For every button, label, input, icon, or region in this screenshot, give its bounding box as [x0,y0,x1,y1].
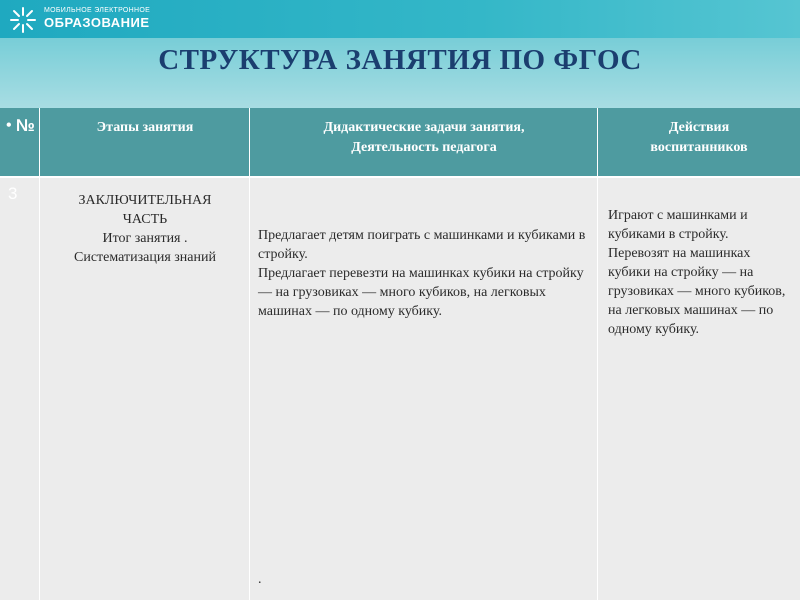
stage-line4: Систематизация знаний [74,250,216,265]
row-cell-actions [598,178,800,600]
column-divider [597,108,598,600]
header-number: № [16,116,35,135]
row-cell-tasks [250,178,598,600]
brand-logo-icon [8,5,38,35]
column-divider [39,108,40,600]
tasks-paragraph-2: Предлагает перевезти на машинках кубики на стройку — на грузовиках — много кубиков, на легковых машинах — по одному кубику. [258,266,584,319]
stage-line2: ЧАСТЬ [122,212,168,227]
header-cell-number [0,108,40,176]
stage-line1: ЗАКЛЮЧИТЕЛЬНАЯ [78,193,212,208]
column-divider [249,108,250,600]
actions-paragraph-1: Играют с машинками и кубиками в стройку. [608,208,748,242]
row-number: 3 [8,184,18,203]
row-cell-stage [40,178,250,600]
lesson-structure-table [0,108,800,600]
brand-text [44,7,150,31]
header-band [0,0,800,108]
actions-paragraph-2: Перевозят на машинках кубики на стройку — на грузовиках — много кубиков, на легковых машинах — по одному кубику. [608,246,786,337]
brand-bar [0,0,800,38]
header-stages: Этапы занятия [96,120,194,135]
header-cell-tasks [250,108,598,176]
brand-line1: МОБИЛЬНОЕ ЭЛЕКТРОННОЕ [44,7,151,14]
tasks-dot: . [258,572,262,587]
brand-line2: ОБРАЗОВАНИЕ [44,15,150,30]
header-cell-actions [598,108,800,176]
header-actions-line2: воспитанников [650,140,748,155]
page-title: СТРУКТУРА ЗАНЯТИЯ ПО ФГОС [158,44,642,76]
header-cell-stages [40,108,250,176]
bullet-icon: • [6,117,12,134]
header-tasks-line1: Дидактические задачи занятия, [323,120,525,135]
stage-line3: Итог занятия . [102,231,188,246]
tasks-paragraph-1: Предлагает детям поиграть с машинками и кубиками в стройку. [258,228,586,262]
row-cell-number [0,178,40,600]
header-tasks-line2: Деятельность педагога [351,140,497,155]
header-actions-line1: Действия [668,120,730,135]
